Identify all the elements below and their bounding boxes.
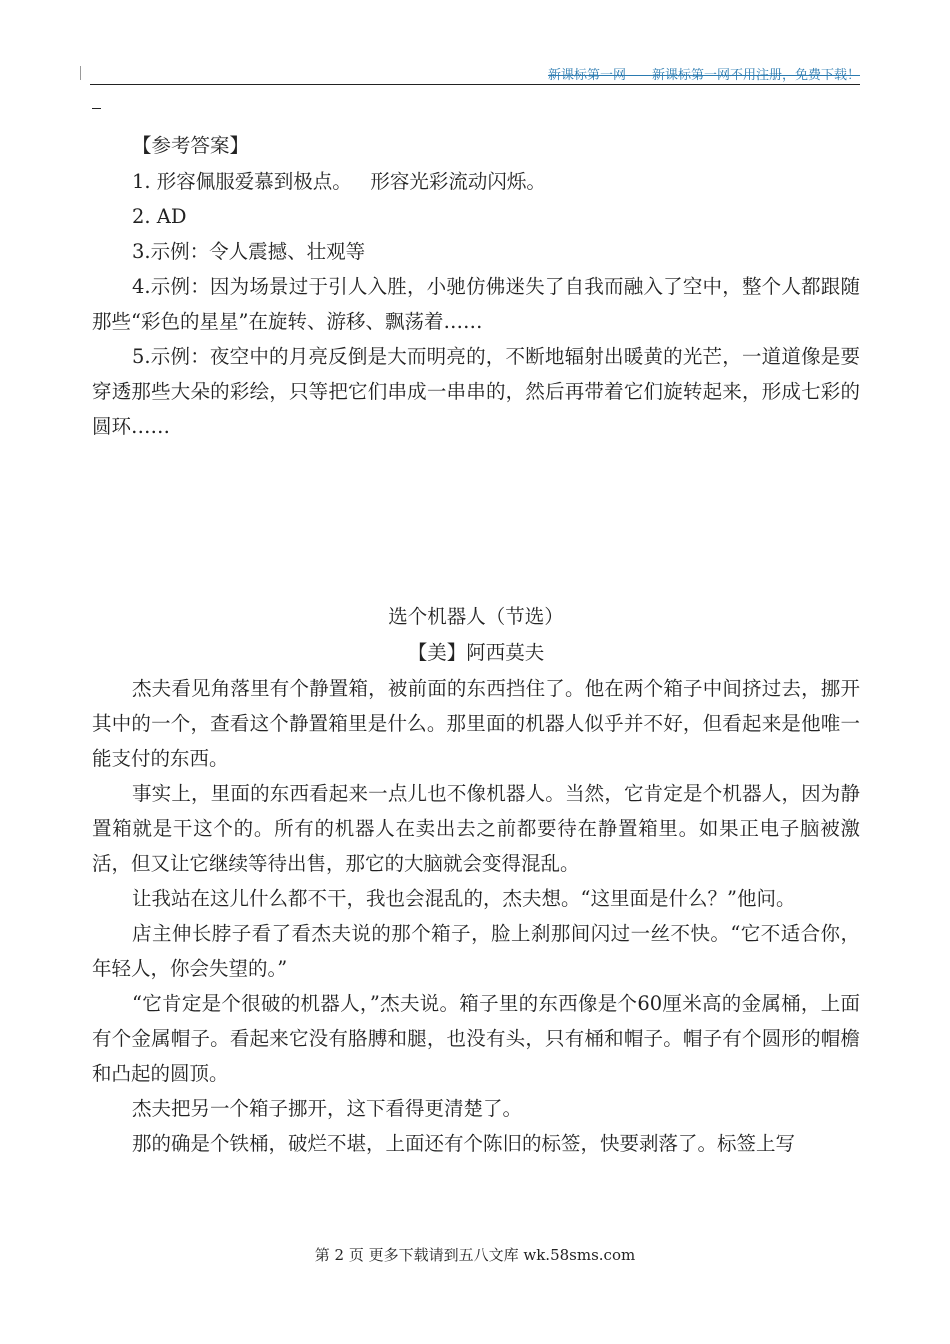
header-margin-mark bbox=[80, 66, 81, 80]
story-paragraph: 杰夫看见角落里有个静置箱，被前面的东西挡住了。他在两个箱子中间挤过去，挪开其中的一个，查看这个静置箱里是什么。那里面的机器人似乎并不好，但看起来是他唯一能支付的东西。 bbox=[92, 677, 860, 770]
answer-item: 3.示例：令人震撼、壮观等 bbox=[132, 240, 366, 263]
answer-item: 2. AD bbox=[132, 205, 187, 228]
story-section bbox=[92, 599, 860, 1161]
story-title: 选个机器人（节选） bbox=[388, 605, 564, 628]
answer-item: 4.示例：因为场景过于引人入胜，小驰仿佛迷失了自我而融入了空中，整个人都跟随那些“彩色的星星”在旋转、游移、飘荡着…… bbox=[92, 275, 860, 333]
header-link[interactable]: 新课标第一网——新课标第一网不用注册，免费下载！ bbox=[547, 68, 860, 83]
story-paragraph: 店主伸长脖子看了看杰夫说的那个箱子，脸上刹那间闪过一丝不快。“它不适合你，年轻人，你会失望的。” bbox=[92, 922, 860, 980]
answer-section bbox=[92, 128, 860, 444]
story-paragraph: 事实上，里面的东西看起来一点儿也不像机器人。当然，它肯定是个机器人，因为静置箱就是干这个的。所有的机器人在卖出去之前都要待在静置箱里。如果正电子脑被激活，但又让它继续等待出售，那它的大脑就会变得混乱。 bbox=[92, 782, 860, 875]
story-paragraph: 杰夫把另一个箱子挪开，这下看得更清楚了。 bbox=[132, 1097, 523, 1120]
page-footer: 第 2 页 更多下载请到五八文库 wk.58sms.com bbox=[314, 1246, 636, 1264]
header-rule bbox=[90, 84, 860, 85]
story-paragraph: 那的确是个铁桶，破烂不堪，上面还有个陈旧的标签，快要剥落了。标签上写 bbox=[132, 1132, 796, 1155]
story-paragraph: “它肯定是个很破的机器人，”杰夫说。箱子里的东西像是个60厘米高的金属桶，上面有个金属帽子。看起来它没有胳膊和腿，也没有头，只有桶和帽子。帽子有个圆形的帽檐和凸起的圆顶。 bbox=[92, 992, 860, 1085]
answer-item: 5.示例：夜空中的月亮反倒是大而明亮的，不断地辐射出暖黄的光芒，一道道像是要穿透那些大朵的彩绘，只等把它们串成一串串的，然后再带着它们旋转起来，形成七彩的圆环…… bbox=[92, 345, 860, 438]
story-paragraph: 让我站在这儿什么都不干，我也会混乱的，杰夫想。“这里面是什么？”他问。 bbox=[132, 887, 796, 910]
answer-title: 【参考答案】 bbox=[132, 134, 250, 157]
text-cursor-mark bbox=[92, 108, 101, 109]
story-author: 【美】阿西莫夫 bbox=[407, 641, 545, 664]
answer-item: 1. 形容佩服爱慕到极点。 形容光彩流动闪烁。 bbox=[132, 170, 546, 193]
